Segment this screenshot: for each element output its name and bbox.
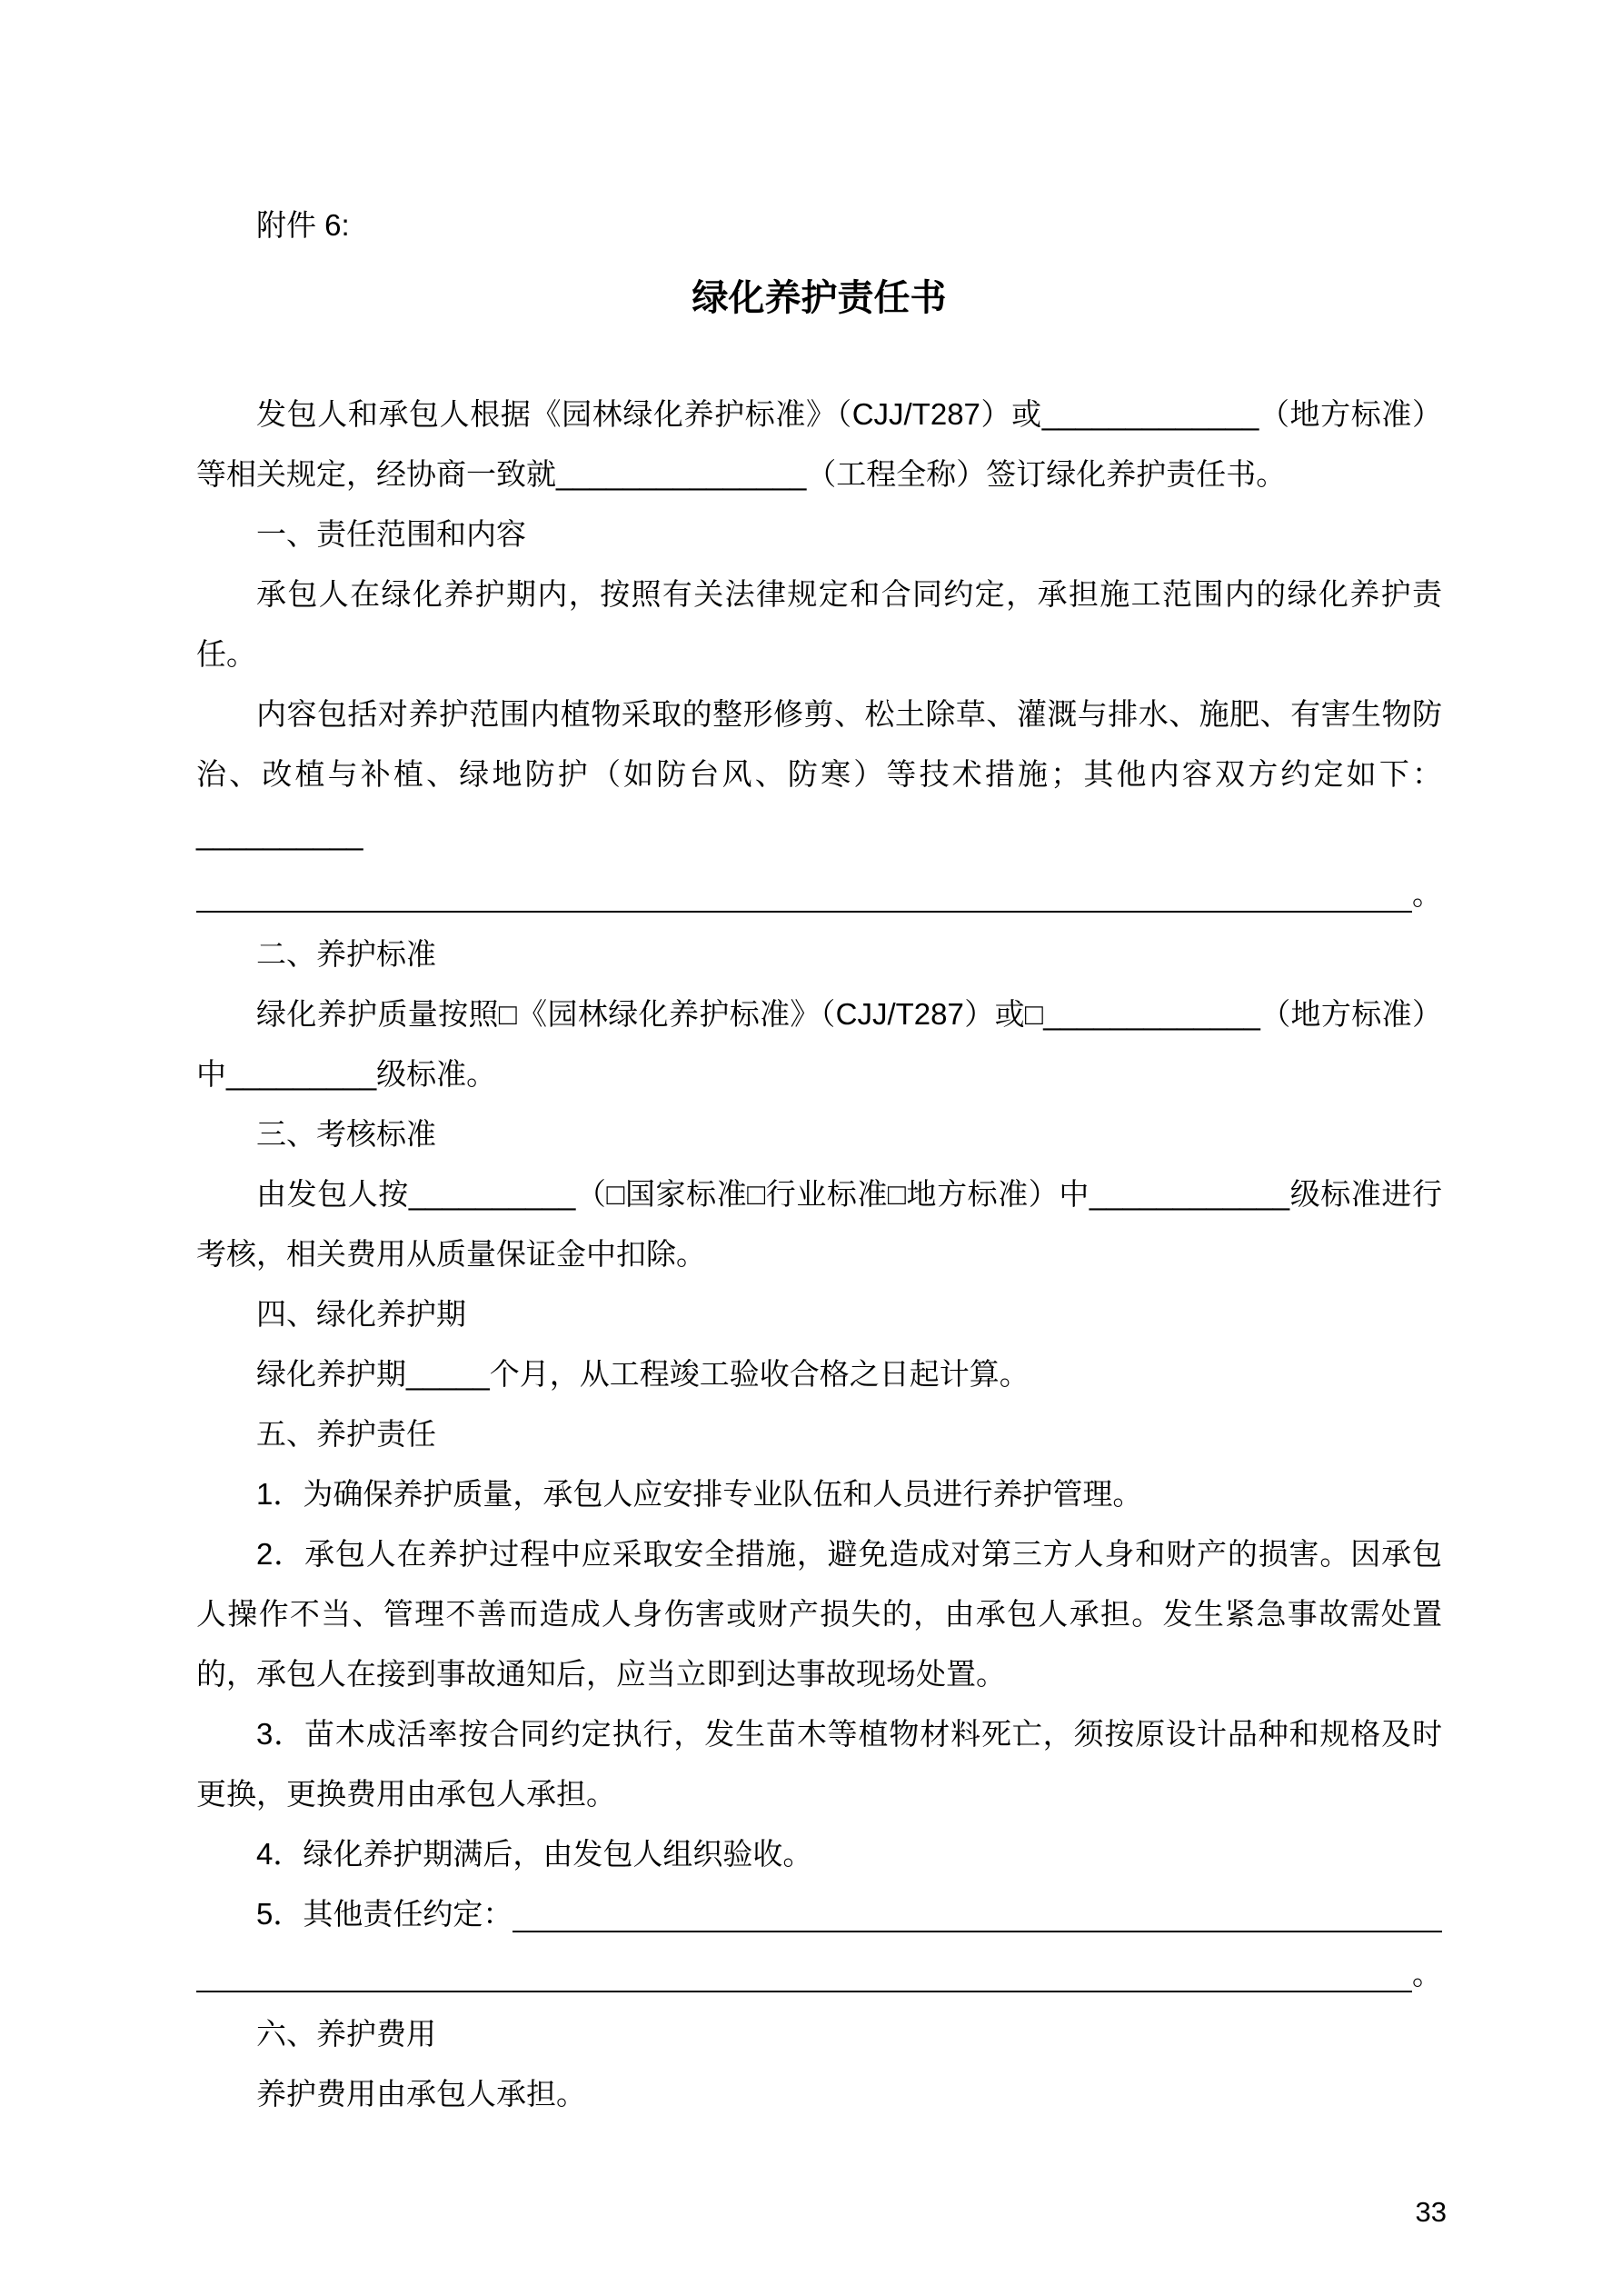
section-5-item-5-label: 5．其他责任约定： — [256, 1897, 513, 1931]
section-1-heading: 一、责任范围和内容 — [256, 517, 526, 551]
section-3-heading: 三、考核标准 — [256, 1117, 436, 1151]
fill-in-line-2 — [196, 1944, 1442, 2004]
document-title: 绿化养护责任书 — [692, 278, 947, 318]
section-4-paragraph: 绿化养护期_____个月，从工程竣工验收合格之日起计算。 — [256, 1357, 1030, 1391]
section-5-item-5 — [196, 1884, 1442, 1944]
section-5-item-4: 4．绿化养护期满后，由发包人组织验收。 — [256, 1837, 813, 1871]
section-4-heading: 四、绿化养护期 — [256, 1297, 466, 1331]
section-3-paragraph: 由发包人按__________（□国家标准□行业标准□地方标准）中____________级标准进行考核，相关费用从质量保证金中扣除。 — [196, 1177, 1442, 1271]
section-5-item-2: 2．承包人在养护过程中应采取安全措施，避免造成对第三方人身和财产的损害。因承包人操作不当、管理不善而造成人身伤害或财产损失的，由承包人承担。发生紧急事故需处置的，承包人在接到事故通知后，应当立即到达事故现场处置。 — [196, 1537, 1442, 1691]
section-2-heading: 二、养护标准 — [256, 937, 436, 971]
fill-in-line-1 — [196, 864, 1442, 924]
fill-line-period: 。 — [1412, 1957, 1442, 1991]
page-number: 33 — [1415, 2196, 1447, 2228]
section-6-paragraph: 养护费用由承包人承担。 — [256, 2077, 586, 2111]
fill-line-period: 。 — [1412, 877, 1442, 911]
section-5-heading: 五、养护责任 — [256, 1417, 436, 1451]
section-2-paragraph: 绿化养护质量按照□《园林绿化养护标准》（CJJ/T287）或□_____________（地方标准）中_________级标准。 — [196, 997, 1442, 1091]
blank-line-field — [196, 1991, 1412, 1992]
attachment-label: 附件 6: — [256, 208, 350, 242]
blank-line-field — [196, 911, 1412, 913]
section-1-paragraph-2: 内容包括对养护范围内植物采取的整形修剪、松土除草、灌溉与排水、施肥、有害生物防治、改植与补植、绿地防护（如防台风、防寒）等技术措施；其他内容双方约定如下：__________ — [196, 697, 1442, 851]
section-1-paragraph-1: 承包人在绿化养护期内，按照有关法律规定和合同约定，承担施工范围内的绿化养护责任。 — [196, 577, 1442, 671]
section-6-heading: 六、养护费用 — [256, 2017, 436, 2051]
section-5-item-3: 3．苗木成活率按合同约定执行，发生苗木等植物材料死亡，须按原设计品种和规格及时更换，更换费用由承包人承担。 — [196, 1717, 1442, 1811]
intro-paragraph: 发包人和承包人根据《园林绿化养护标准》（CJJ/T287）或_____________（地方标准）等相关规定，经协商一致就_______________（工程全称）签订绿化养护责任书。 — [196, 397, 1442, 491]
blank-field — [512, 1931, 1442, 1932]
section-5-item-1: 1．为确保养护质量，承包人应安排专业队伍和人员进行养护管理。 — [256, 1477, 1143, 1511]
